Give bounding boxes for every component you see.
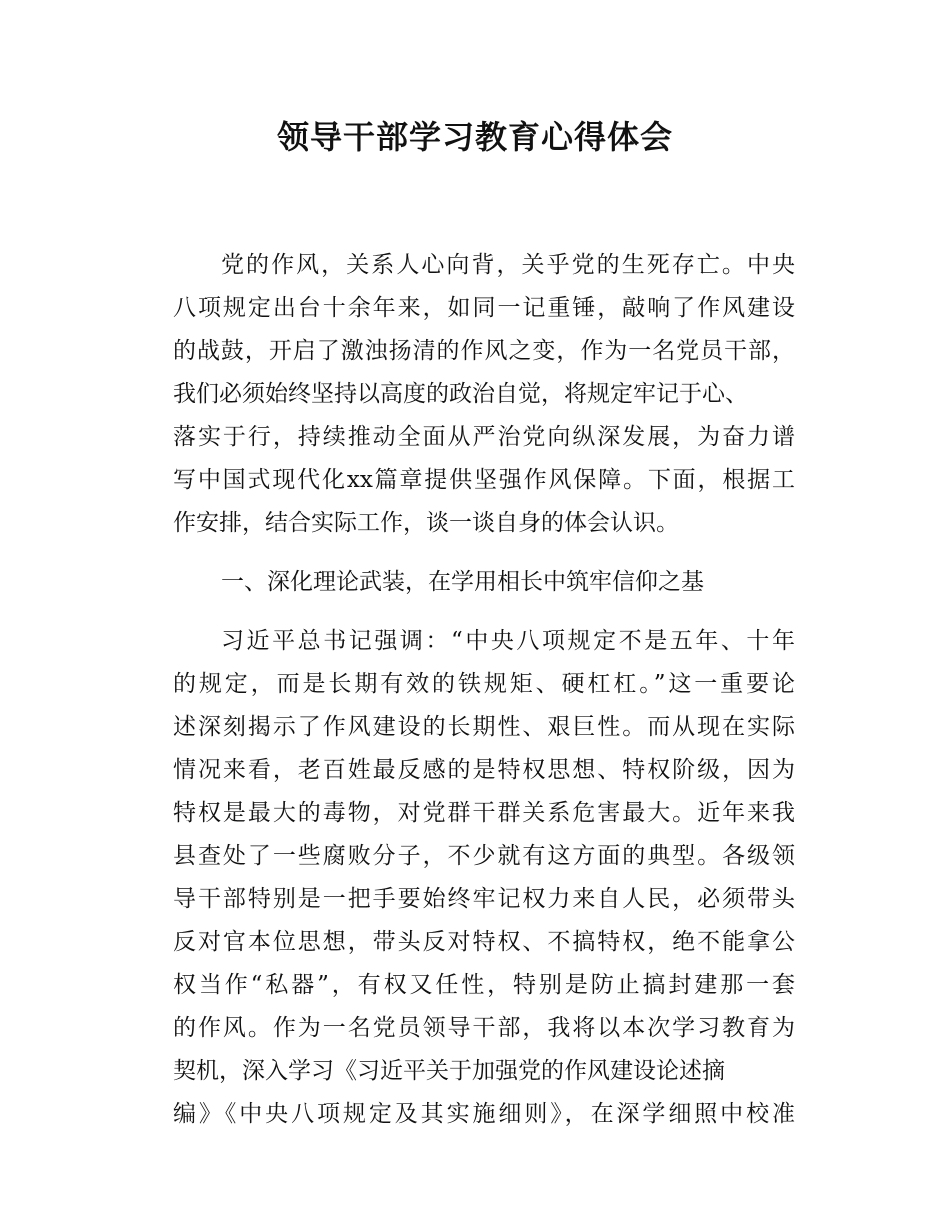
text-line: 编》《中央八项规定及其实施细则》，在深学细照中校准 (173, 1101, 795, 1127)
text-line: 导干部特别是一把手要始终牢记权力来自人民，必须带头 (173, 886, 795, 912)
text-line: 的作风。作为一名党员领导干部，我将以本次学习教育为 (173, 1015, 795, 1041)
text-line: 的规定，而是长期有效的铁规矩、硬杠杠。”这一重要论 (173, 671, 795, 697)
text-line: 作安排，结合实际工作，谈一谈自身的体会认识。 (173, 510, 679, 536)
section-heading (173, 561, 795, 604)
document-title: 领导干部学习教育心得体会 (276, 118, 673, 156)
text-line: 党的作风，关系人心向背，关乎党的生死存亡。中央 (221, 252, 795, 278)
text-line: 的战鼓，开启了激浊扬清的作风之变，作为一名党员干部， (173, 338, 795, 364)
paragraph-intro (173, 244, 795, 545)
text-line: 落实于行，持续推动全面从严治党向纵深发展，为奋力谱 (173, 424, 795, 450)
text-line: 县查处了一些腐败分子，不少就有这方面的典型。各级领 (173, 843, 795, 869)
text-line: 写中国式现代化xx篇章提供坚强作风保障。下面，根据工 (173, 467, 795, 493)
document-body (173, 244, 795, 1136)
text-line: 特权是最大的毒物，对党群干群关系危害最大。近年来我 (173, 800, 795, 826)
text-line: 情况来看，老百姓最反感的是特权思想、特权阶级，因为 (173, 757, 795, 783)
text-line: 反对官本位思想，带头反对特权、不搞特权，绝不能拿公 (173, 929, 795, 955)
text-line: 我们必须始终坚持以高度的政治自觉，将规定牢记于心、 (173, 381, 748, 407)
heading-line: 一、深化理论武装，在学用相长中筑牢信仰之基 (221, 569, 704, 595)
text-line: 述深刻揭示了作风建设的长期性、艰巨性。而从现在实际 (173, 714, 795, 740)
paragraph-section-1 (173, 620, 795, 1136)
text-line: 八项规定出台十余年来，如同一记重锤，敲响了作风建设 (173, 295, 795, 321)
text-line: 权当作“私器”，有权又任性，特别是防止搞封建那一套 (173, 972, 795, 998)
text-line: 契机，深入学习《习近平关于加强党的作风建设论述摘 (173, 1058, 725, 1084)
text-line: 习近平总书记强调：“中央八项规定不是五年、十年 (221, 628, 795, 654)
